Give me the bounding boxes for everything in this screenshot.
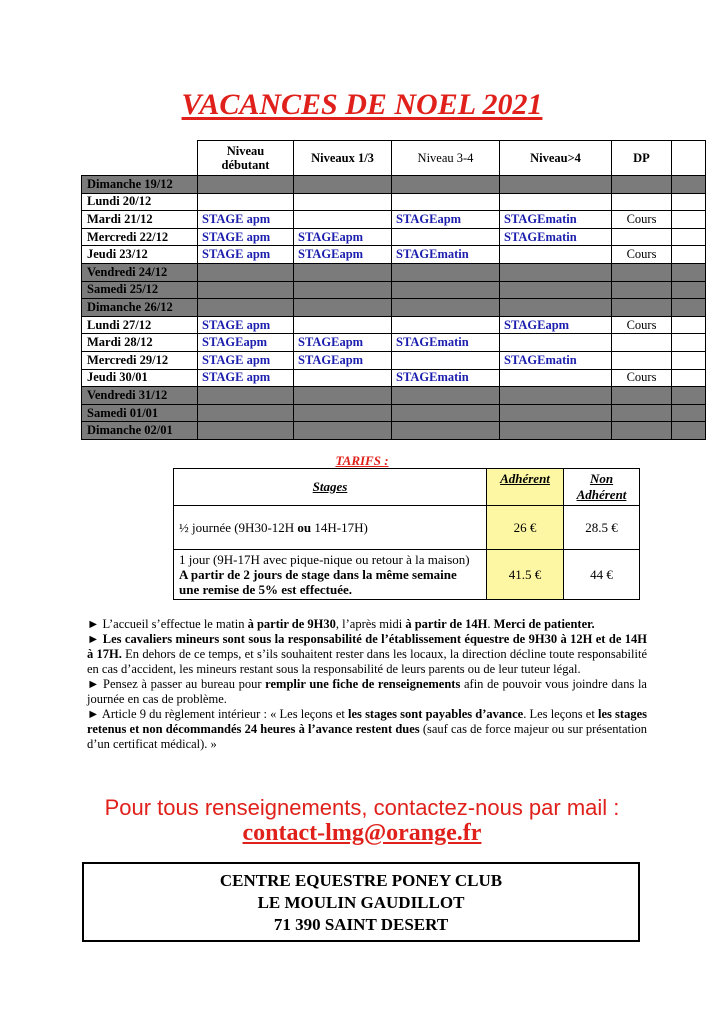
- header-niveau-3-4: Niveau 3-4: [392, 141, 500, 176]
- schedule-cell: [672, 263, 706, 281]
- schedule-day: Jeudi 30/01: [82, 369, 198, 387]
- schedule-cell: [500, 369, 612, 387]
- note-accueil: ► L’accueil s’effectue le matin à partir de 9H30, l’après midi à partir de 14H. Merci de patienter.: [87, 617, 595, 631]
- schedule-cell: [500, 281, 612, 299]
- schedule-row: [82, 316, 706, 334]
- header-debutant: Niveau débutant: [198, 141, 294, 176]
- schedule-cell: [294, 211, 392, 229]
- tarifs-col-non-adherent: Non Adhérent: [564, 469, 640, 506]
- schedule-cell: [500, 193, 612, 211]
- schedule-day: Lundi 20/12: [82, 193, 198, 211]
- schedule-cell: [612, 299, 672, 317]
- schedule-day: Lundi 27/12: [82, 316, 198, 334]
- schedule-cell: [198, 193, 294, 211]
- schedule-cell: [294, 387, 392, 405]
- schedule-row: [82, 263, 706, 281]
- schedule-cell: [198, 387, 294, 405]
- schedule-cell: [294, 369, 392, 387]
- schedule-day: Mardi 21/12: [82, 211, 198, 229]
- schedule-day: Samedi 25/12: [82, 281, 198, 299]
- schedule-cell: Cours: [612, 369, 672, 387]
- schedule-cell: [392, 316, 500, 334]
- schedule-row: [82, 228, 706, 246]
- schedule-table: [81, 140, 706, 440]
- schedule-cell: [392, 351, 500, 369]
- header-extra: [672, 141, 706, 176]
- footer-address-box: [82, 862, 640, 942]
- header-niveau-4: Niveau>4: [500, 141, 612, 176]
- tarifs-full-day-adherent: 41.5 €: [487, 550, 564, 600]
- header-dp: DP: [612, 141, 672, 176]
- schedule-cell: [500, 246, 612, 264]
- schedule-row: [82, 176, 706, 194]
- schedule-cell: [392, 404, 500, 422]
- schedule-cell: [672, 211, 706, 229]
- schedule-day: Samedi 01/01: [82, 404, 198, 422]
- schedule-cell: STAGEapm: [294, 228, 392, 246]
- schedule-cell: [198, 299, 294, 317]
- schedule-cell: [612, 176, 672, 194]
- schedule-cell: [672, 369, 706, 387]
- note-mineurs: ► Les cavaliers mineurs sont sous la responsabilité de l’établissement équestre de 9H30 à 12H et de 14H à 17H. En dehors de ce temps, et s’ils souhaitent rester dans les locaux, la direction décline toute responsabilité en cas d’accident, les mineurs restant sous la responsabilité de leurs parents ou de leur tuteur légal.: [87, 632, 647, 676]
- schedule-day: Dimanche 26/12: [82, 299, 198, 317]
- schedule-day: Jeudi 23/12: [82, 246, 198, 264]
- schedule-cell: [392, 193, 500, 211]
- schedule-cell: [294, 316, 392, 334]
- schedule-row: [82, 281, 706, 299]
- schedule-cell: STAGEmatin: [500, 228, 612, 246]
- tarifs-row-full-day: [174, 550, 640, 600]
- schedule-cell: STAGEmatin: [392, 369, 500, 387]
- schedule-row: [82, 193, 706, 211]
- schedule-day: Mercredi 22/12: [82, 228, 198, 246]
- tarifs-half-day-desc: ½ journée (9H30-12H ou 14H-17H): [174, 506, 487, 550]
- schedule-cell: [500, 176, 612, 194]
- schedule-cell: [392, 299, 500, 317]
- contact-line: Pour tous renseignements, contactez-nous par mail :: [104, 795, 620, 820]
- schedule-cell: STAGE apm: [198, 211, 294, 229]
- schedule-cell: [294, 281, 392, 299]
- schedule-day: Mercredi 29/12: [82, 351, 198, 369]
- tarifs-half-day-adherent: 26 €: [487, 506, 564, 550]
- schedule-cell: [198, 176, 294, 194]
- schedule-cell: [672, 422, 706, 440]
- tarifs-full-day-non-adherent: 44 €: [564, 550, 640, 600]
- schedule-cell: STAGE apm: [198, 246, 294, 264]
- schedule-row: [82, 211, 706, 229]
- schedule-cell: [392, 281, 500, 299]
- schedule-cell: [294, 404, 392, 422]
- schedule-cell: [612, 228, 672, 246]
- schedule-cell: STAGE apm: [198, 369, 294, 387]
- note-article-9: ► Article 9 du règlement intérieur : « Les leçons et les stages sont payables d’avance. Les leçons et les stages retenus et non décommandés 24 heures à l’avance restent dues (sauf cas de force majeur ou sur présentation d’un certificat médical). »: [87, 707, 647, 751]
- schedule-cell: [672, 334, 706, 352]
- schedule-cell: [672, 351, 706, 369]
- schedule-day: Vendredi 31/12: [82, 387, 198, 405]
- schedule-cell: [392, 228, 500, 246]
- tarifs-col-stages: Stages: [174, 469, 487, 506]
- schedule-cell: [672, 193, 706, 211]
- schedule-cell: STAGEapm: [500, 316, 612, 334]
- schedule-cell: [198, 422, 294, 440]
- footer-line-1: CENTRE EQUESTRE PONEY CLUB: [219, 871, 503, 890]
- schedule-cell: Cours: [612, 316, 672, 334]
- schedule-cell: [672, 316, 706, 334]
- schedule-header-row: [82, 141, 706, 176]
- schedule-cell: [672, 299, 706, 317]
- schedule-cell: STAGEapm: [294, 246, 392, 264]
- schedule-cell: STAGEapm: [392, 211, 500, 229]
- schedule-cell: [672, 228, 706, 246]
- schedule-cell: [392, 176, 500, 194]
- footer-line-2: LE MOULIN GAUDILLOT: [257, 893, 465, 912]
- schedule-cell: STAGEapm: [294, 334, 392, 352]
- schedule-cell: [612, 193, 672, 211]
- schedule-cell: [672, 176, 706, 194]
- schedule-cell: STAGE apm: [198, 316, 294, 334]
- schedule-cell: [500, 404, 612, 422]
- schedule-cell: [392, 263, 500, 281]
- schedule-row: [82, 351, 706, 369]
- schedule-cell: [612, 404, 672, 422]
- schedule-cell: [294, 299, 392, 317]
- schedule-cell: [198, 281, 294, 299]
- schedule-day: Dimanche 19/12: [82, 176, 198, 194]
- schedule-cell: [672, 404, 706, 422]
- schedule-cell: [612, 422, 672, 440]
- tarifs-row-half-day: [174, 506, 640, 550]
- tarifs-label: TARIFS :: [335, 453, 389, 468]
- contact-email-link[interactable]: contact-lmg@orange.fr: [242, 820, 482, 846]
- schedule-cell: [500, 334, 612, 352]
- schedule-cell: [392, 422, 500, 440]
- schedule-cell: [612, 281, 672, 299]
- schedule-cell: [500, 387, 612, 405]
- schedule-cell: [500, 299, 612, 317]
- notes-block: [87, 617, 647, 752]
- schedule-row: [82, 387, 706, 405]
- schedule-row: [82, 299, 706, 317]
- schedule-day: Mardi 28/12: [82, 334, 198, 352]
- schedule-row: [82, 422, 706, 440]
- schedule-row: [82, 246, 706, 264]
- schedule-cell: STAGEmatin: [392, 246, 500, 264]
- tarifs-table: [173, 468, 640, 600]
- schedule-cell: [294, 263, 392, 281]
- schedule-cell: STAGEmatin: [500, 211, 612, 229]
- tarifs-full-day-desc: 1 jour (9H-17H avec pique-nique ou retour à la maison) A partir de 2 jours de stage dans la même semaine une remise de 5% est effectuée.: [174, 550, 487, 600]
- schedule-cell: STAGEapm: [294, 351, 392, 369]
- schedule-cell: [294, 176, 392, 194]
- schedule-cell: [198, 263, 294, 281]
- schedule-cell: [612, 351, 672, 369]
- schedule-cell: [500, 422, 612, 440]
- schedule-cell: [500, 263, 612, 281]
- schedule-cell: Cours: [612, 211, 672, 229]
- schedule-cell: STAGEapm: [198, 334, 294, 352]
- note-fiche: ► Pensez à passer au bureau pour remplir une fiche de renseignements afin de pouvoir vous joindre dans la journée en cas de problème.: [87, 677, 647, 706]
- schedule-cell: [672, 246, 706, 264]
- footer-line-3: 71 390 SAINT DESERT: [273, 915, 449, 934]
- schedule-cell: [294, 422, 392, 440]
- page-title: VACANCES DE NOEL 2021: [181, 88, 543, 121]
- schedule-cell: STAGEmatin: [500, 351, 612, 369]
- schedule-row: [82, 369, 706, 387]
- header-niveaux-1-3: Niveaux 1/3: [294, 141, 392, 176]
- schedule-day: Dimanche 02/01: [82, 422, 198, 440]
- schedule-cell: [672, 281, 706, 299]
- tarifs-col-adherent: Adhérent: [487, 469, 564, 506]
- tarifs-header-row: [174, 469, 640, 506]
- header-corner: [82, 141, 198, 176]
- schedule-cell: STAGE apm: [198, 228, 294, 246]
- schedule-cell: [392, 387, 500, 405]
- schedule-cell: [672, 387, 706, 405]
- schedule-cell: Cours: [612, 246, 672, 264]
- schedule-cell: STAGEmatin: [392, 334, 500, 352]
- schedule-cell: [294, 193, 392, 211]
- schedule-cell: [198, 404, 294, 422]
- schedule-cell: [612, 263, 672, 281]
- tarifs-half-day-non-adherent: 28.5 €: [564, 506, 640, 550]
- schedule-cell: [612, 387, 672, 405]
- schedule-row: [82, 334, 706, 352]
- schedule-row: [82, 404, 706, 422]
- schedule-cell: STAGE apm: [198, 351, 294, 369]
- schedule-cell: [612, 334, 672, 352]
- schedule-day: Vendredi 24/12: [82, 263, 198, 281]
